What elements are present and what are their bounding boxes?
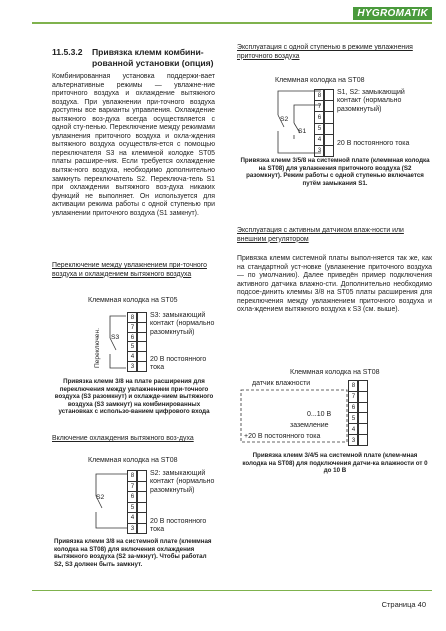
sensor-paragraph: Привязка клемм системной платы выпол-няется так же, как на стандартной уст-новке (увлажнение приточного воздуха — по умолчанию). Далее приведён пример подключения активного датчика влажно-сти. Дополнительно необходимо подсое-динить клеммы 3/8 на ST05 платы расширения для переключения между увлажнением приточного воздуха и охла-ждением вытяжного воздуха к S3 (см. выше). [237, 255, 432, 314]
brand-logo: HYGROMATIK [353, 7, 432, 20]
terminal-3: 3 [130, 363, 135, 371]
caption-sensor: Привязка клемм 3/4/5 на системной плате (клем-мная колодка на ST08) для подключения датчи-ка влажности от 0 до 10 В [242, 452, 428, 475]
diagram1-voltage: 20 В постоянного тока [150, 356, 207, 372]
diagram2-voltage: 20 В постоянного тока [150, 518, 207, 534]
caption-single-stage: Привязка клемм 3/5/8 на системной плате (клеммная колодка на ST08) для увлажнения приточного воздуха (S2 разомкнут). Режим работы с одной ступенью включается путём замыкания S1. [240, 157, 430, 187]
terminal-block-st05-b [136, 312, 147, 372]
diagram2-wiring [90, 470, 128, 534]
diagram2-title: Клеммная колодка на ST08 [88, 457, 178, 464]
terminal-6: 6 [349, 403, 358, 414]
diagram4-ground-label: заземление [290, 422, 329, 429]
terminal-8: 8 [128, 313, 137, 323]
terminal-5: 5 [128, 342, 137, 352]
terminal-5: 5 [349, 413, 358, 424]
terminal-5: 5 [128, 503, 137, 514]
footer-rule [32, 590, 432, 591]
terminal-6: 6 [315, 112, 324, 123]
section-title: Привязка клемм комбини-рованной установки (опция) [92, 47, 214, 68]
diagram3-s2-label: S2 [280, 116, 289, 123]
diagram1-contact-desc: S3: замыкающий контакт (нормально разомкнутый) [150, 312, 215, 336]
subheading-active-sensor: Эксплуатация с активным датчиком влаж-ности или внешним регулятором [237, 227, 404, 243]
diagram4-title: Клеммная колодка на ST08 [290, 369, 380, 376]
terminal-8: 8 [128, 471, 137, 482]
terminal-block-st08-sensor-b [357, 380, 368, 446]
header-rule [32, 22, 432, 24]
terminal-4: 4 [315, 135, 324, 146]
diagram1-switch-label: S3 [111, 334, 120, 341]
diagram4-sensor-label: датчик влажности [252, 380, 311, 387]
terminal-6: 6 [128, 333, 137, 343]
terminal-5: 5 [315, 124, 324, 135]
subheading-switching: Переключение между увлажнением при-точного воздуха и охлаждением вытяжного воздуха [52, 262, 207, 278]
terminal-7: 7 [128, 323, 137, 333]
diagram3-voltage: 20 В постоянного тока [337, 140, 410, 147]
diagram2-contact-desc: S2: замыкающий контакт (нормально разомкнутый) [150, 470, 215, 494]
terminal-8: 8 [315, 90, 324, 101]
terminal-7: 7 [128, 482, 137, 493]
diagram1-title: Клеммная колодка на ST05 [88, 297, 178, 304]
subheading-single-stage: Эксплуатация с одной ступенью в режиме увлажнения приточного воздуха [237, 44, 413, 60]
caption-st08-cooling: Привязка клемм 3/8 на системной плате (клеммная колодка на ST08) для включения охлаждения вытяжного воздуха (S2 за-мкнут). Чтобы работал S2, S3 должен быть замкнут. [54, 538, 212, 568]
intro-paragraph: Комбинированная установка поддержи-вает альтернативные режимы — увлажне-ние приточного воздуха и охлаждение вытяжного воздуха. При увлажнении при-точного воздуха доступны все варианты управления. Охлаждение вытяжного воз-духа всегда осуществляется с одной сту-пенью. Переключение между режимами увлажнения приточного воздуха и охла-ждения вытяжного воздуха осуществля-ется с помощью переключателя S3 на клеммной колодке ST05 платы расшире-ния. Если требуется охлаждение вытяж-ного воздуха, необходимо дополнительно замкнуть переключатель S2. Переключа-тель S1 при охлаждении вытяжного воз-духа никаких функций не выполняет. Он используется для активации режима работы с одной ступенью при увлажнении приточного воздуха (S1 замкнут). [52, 73, 215, 217]
page-number: Страница 40 [381, 600, 426, 609]
diagram1-wiring [104, 312, 128, 374]
caption-st05: Привязка клемм 3/8 на плате расширения для переключения между увлажнением при-точного воздуха (S3 разомкнут) и охлажде-нием вытяжного воздуха (S3 замкнут) на комбинированных установках с использо-ванием цифрового входа [54, 378, 214, 416]
terminal-7: 7 [349, 392, 358, 403]
terminal-4: 4 [128, 513, 137, 524]
terminal-3: 3 [351, 436, 356, 444]
diagram4-power-label: +20 В постоянного тока [244, 433, 321, 440]
terminal-block-st08-single-b [323, 89, 334, 157]
terminal-7: 7 [315, 101, 324, 112]
diagram3-contact-desc: S1, S2: замыкающий контакт (нормально разомкнутый) [337, 89, 405, 113]
terminal-6: 6 [128, 492, 137, 503]
diagram3-s1-label: S1 [298, 128, 307, 135]
terminal-block-st08-b [136, 470, 147, 534]
subheading-exhaust-cooling: Включение охлаждения вытяжного воз-духа [52, 435, 194, 442]
diagram2-switch-label: S2 [96, 494, 105, 501]
diagram1-vertical-label: Переключен. [94, 328, 101, 368]
terminal-3: 3 [130, 524, 135, 532]
diagram4-signal-label: 0...10 В [307, 411, 332, 418]
terminal-4: 4 [349, 424, 358, 435]
terminal-8: 8 [349, 381, 358, 392]
terminal-4: 4 [128, 352, 137, 362]
section-number: 11.5.3.2 [52, 47, 83, 57]
diagram3-title: Клеммная колодка на ST08 [275, 77, 365, 84]
terminal-3: 3 [317, 147, 322, 155]
